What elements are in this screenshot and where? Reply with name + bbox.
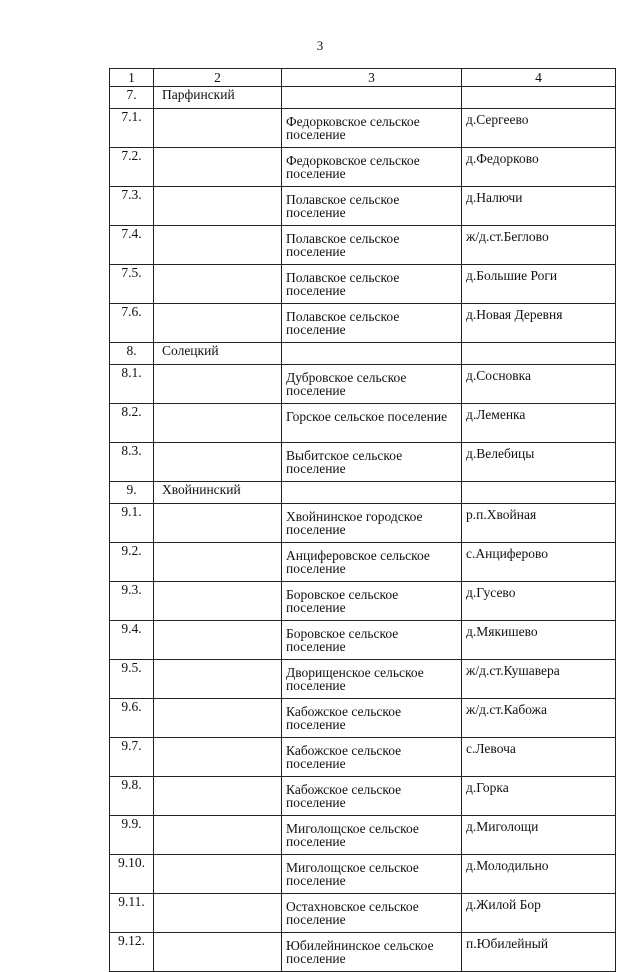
row-number-cell: 9.9. [110, 816, 154, 855]
locality-cell: д.Сосновка [462, 365, 616, 404]
table-row [110, 894, 616, 933]
settlement-cell: Боровское сельское поселение [282, 621, 462, 660]
table-row [110, 443, 616, 482]
table-row [110, 738, 616, 777]
table-row [110, 582, 616, 621]
row-number-cell: 9.8. [110, 777, 154, 816]
table-body [110, 69, 616, 972]
locality-cell: д.Горка [462, 777, 616, 816]
district-cell [154, 304, 282, 343]
row-number-cell: 9.2. [110, 543, 154, 582]
district-cell [154, 894, 282, 933]
settlement-cell: Анциферовское сельское поселение [282, 543, 462, 582]
row-number-cell: 9.1. [110, 504, 154, 543]
row-number-cell: 8.3. [110, 443, 154, 482]
settlement-cell: Федорковское сельское поселение [282, 148, 462, 187]
settlement-cell: Юбилейнинское сельское поселение [282, 933, 462, 972]
row-number-cell: 9.7. [110, 738, 154, 777]
page-number: 3 [316, 38, 324, 53]
locality-cell: р.п.Хвойная [462, 504, 616, 543]
district-row [110, 87, 616, 109]
district-cell [154, 543, 282, 582]
table-row [110, 543, 616, 582]
district-cell [154, 148, 282, 187]
table-row [110, 187, 616, 226]
row-number-cell: 7.4. [110, 226, 154, 265]
settlement-cell: Боровское сельское поселение [282, 582, 462, 621]
district-cell [154, 226, 282, 265]
row-number-cell: 7.5. [110, 265, 154, 304]
settlement-cell [282, 343, 462, 365]
locality-cell: д.Мякишево [462, 621, 616, 660]
locality-cell: с.Анциферово [462, 543, 616, 582]
row-number-cell: 9.6. [110, 699, 154, 738]
header-row [110, 69, 616, 87]
settlement-cell: Кабожское сельское поселение [282, 738, 462, 777]
row-number-cell: 9.11. [110, 894, 154, 933]
table-row [110, 504, 616, 543]
row-number-cell: 9. [110, 482, 154, 504]
settlement-cell: Полавское сельское поселение [282, 304, 462, 343]
district-cell [154, 187, 282, 226]
locality-cell: ж/д.ст.Беглово [462, 226, 616, 265]
header-cell-1: 1 [110, 69, 154, 87]
row-number-cell: 8. [110, 343, 154, 365]
locality-cell: д.Велебицы [462, 443, 616, 482]
row-number-cell: 7.2. [110, 148, 154, 187]
locality-cell: д.Леменка [462, 404, 616, 443]
settlement-cell: Дворищенское сельское поселение [282, 660, 462, 699]
district-cell [154, 443, 282, 482]
settlement-cell: Горское сельское поселение [282, 404, 462, 443]
table-row [110, 621, 616, 660]
settlement-cell: Кабожское сельское поселение [282, 699, 462, 738]
district-cell: Хвойнинский [154, 482, 282, 504]
settlement-cell [282, 87, 462, 109]
table-row [110, 933, 616, 972]
table-row [110, 265, 616, 304]
row-number-cell: 7.3. [110, 187, 154, 226]
district-cell [154, 265, 282, 304]
locality-cell: д.Гусево [462, 582, 616, 621]
district-cell [154, 504, 282, 543]
row-number-cell: 9.10. [110, 855, 154, 894]
settlement-cell: Дубровское сельское поселение [282, 365, 462, 404]
row-number-cell: 8.1. [110, 365, 154, 404]
district-cell [154, 933, 282, 972]
district-cell [154, 621, 282, 660]
row-number-cell: 7.1. [110, 109, 154, 148]
locality-cell: п.Юбилейный [462, 933, 616, 972]
locality-cell: с.Левоча [462, 738, 616, 777]
district-row [110, 343, 616, 365]
locality-cell: д.Федорково [462, 148, 616, 187]
settlement-cell: Кабожское сельское поселение [282, 777, 462, 816]
settlement-cell: Остахновское сельское поселение [282, 894, 462, 933]
locality-cell [462, 87, 616, 109]
row-number-cell: 9.4. [110, 621, 154, 660]
locality-cell: д.Сергеево [462, 109, 616, 148]
settlement-cell: Полавское сельское поселение [282, 265, 462, 304]
district-cell: Солецкий [154, 343, 282, 365]
settlement-cell: Полавское сельское поселение [282, 226, 462, 265]
row-number-cell: 9.3. [110, 582, 154, 621]
settlement-cell: Федорковское сельское поселение [282, 109, 462, 148]
table-row [110, 109, 616, 148]
locality-cell: д.Миголощи [462, 816, 616, 855]
district-cell [154, 816, 282, 855]
row-number-cell: 7.6. [110, 304, 154, 343]
settlement-cell: Миголощское сельское поселение [282, 816, 462, 855]
district-cell [154, 582, 282, 621]
table-row [110, 148, 616, 187]
row-number-cell: 9.12. [110, 933, 154, 972]
district-cell [154, 855, 282, 894]
locality-cell: д.Большие Роги [462, 265, 616, 304]
settlements-table [109, 68, 616, 972]
table-row [110, 777, 616, 816]
table-row [110, 816, 616, 855]
settlement-cell: Выбитское сельское поселение [282, 443, 462, 482]
locality-cell [462, 482, 616, 504]
header-cell-2: 2 [154, 69, 282, 87]
row-number-cell: 7. [110, 87, 154, 109]
table-row [110, 855, 616, 894]
locality-cell: д.Новая Деревня [462, 304, 616, 343]
settlement-cell: Миголощское сельское поселение [282, 855, 462, 894]
district-cell [154, 109, 282, 148]
locality-cell [462, 343, 616, 365]
table-row [110, 365, 616, 404]
table-row [110, 660, 616, 699]
header-cell-3: 3 [282, 69, 462, 87]
district-cell [154, 777, 282, 816]
district-cell [154, 699, 282, 738]
table-row [110, 699, 616, 738]
district-row [110, 482, 616, 504]
settlement-cell: Полавское сельское поселение [282, 187, 462, 226]
settlement-cell: Хвойнинское городское поселение [282, 504, 462, 543]
district-cell [154, 738, 282, 777]
district-cell [154, 404, 282, 443]
header-cell-4: 4 [462, 69, 616, 87]
district-cell [154, 660, 282, 699]
locality-cell: д.Жилой Бор [462, 894, 616, 933]
district-cell [154, 365, 282, 404]
table-row [110, 226, 616, 265]
table-row [110, 304, 616, 343]
locality-cell: д.Молодильно [462, 855, 616, 894]
settlement-cell [282, 482, 462, 504]
row-number-cell: 8.2. [110, 404, 154, 443]
locality-cell: ж/д.ст.Кабожа [462, 699, 616, 738]
locality-cell: д.Налючи [462, 187, 616, 226]
locality-cell: ж/д.ст.Кушавера [462, 660, 616, 699]
district-cell: Парфинский [154, 87, 282, 109]
table-row [110, 404, 616, 443]
row-number-cell: 9.5. [110, 660, 154, 699]
